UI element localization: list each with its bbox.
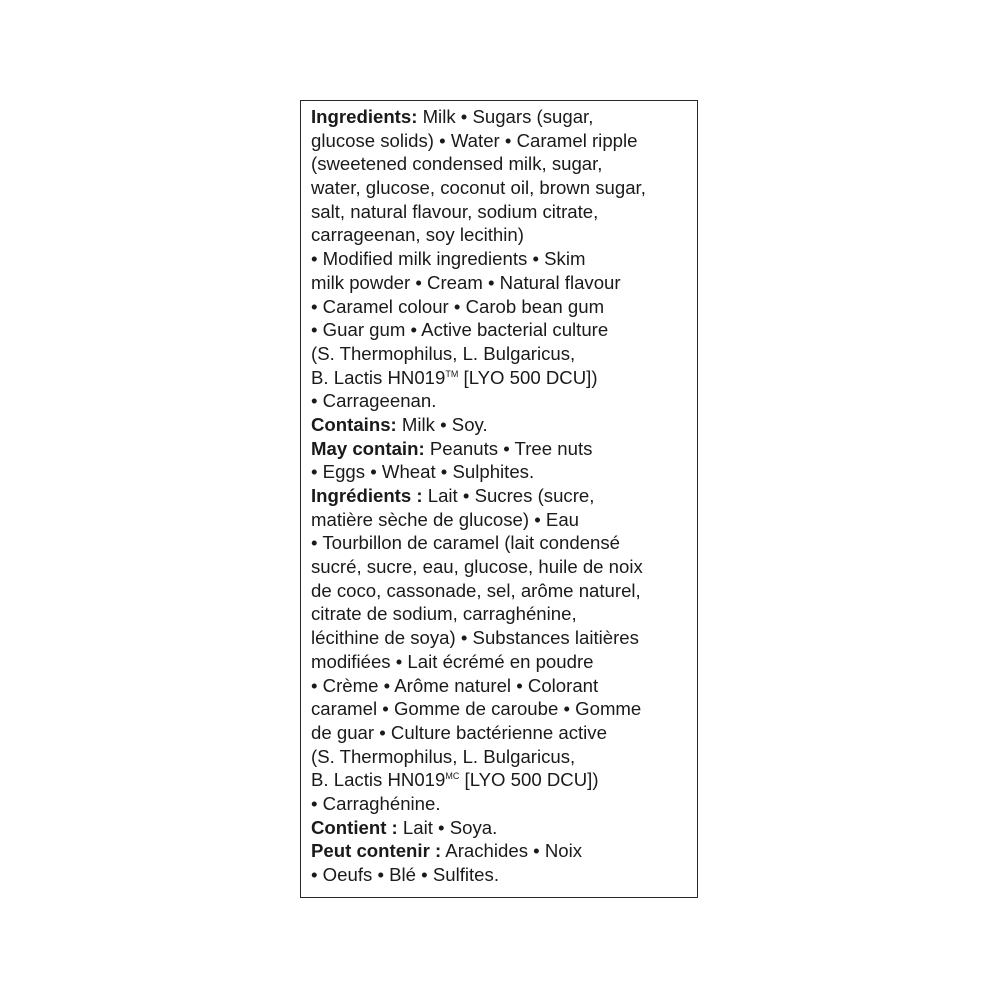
en-culture-dose: [LYO 500 DCU]): [458, 366, 598, 388]
en-culture-name: B. Lactis HN019: [311, 366, 446, 388]
en-ingredients-line-5: salt, natural flavour, sodium citrate,: [311, 200, 599, 222]
fr-may-contain-line-1: [311, 839, 697, 863]
en-ingredients-line-6: carrageenan, soy lecithin): [311, 224, 524, 246]
fr-ingredients-line-11: de guar • Culture bactérienne active: [311, 721, 607, 743]
fr-contains-heading: Contient :: [311, 816, 398, 838]
fr-may-contain-heading: Peut contenir :: [311, 840, 442, 862]
en-ingredients-line-1: [311, 105, 697, 129]
fr-ingredients-line-12: (S. Thermophilus, L. Bulgaricus,: [311, 745, 576, 767]
fr-ingredients-line-9: • Crème • Arôme naturel • Colorant: [311, 674, 599, 696]
en-may-contain-line-1: [311, 437, 697, 461]
en-ingredients-line-4: water, glucose, coconut oil, brown sugar,: [311, 177, 646, 199]
fr-ingredients-line-14: • Carraghénine.: [311, 792, 441, 814]
en-ingredients-line-12: [311, 366, 697, 390]
fr-contains-text: Lait • Soya.: [397, 816, 498, 838]
en-ingredients-line-7: • Modified milk ingredients • Skim: [311, 248, 586, 270]
fr-may-contain-text: Arachides • Noix: [441, 840, 583, 862]
fr-ingredients-line-3: • Tourbillon de caramel (lait condensé: [311, 532, 621, 554]
fr-culture-name: B. Lactis HN019: [311, 769, 446, 791]
fr-ingredients-line-13: [311, 768, 697, 792]
fr-ingredients-line-8: modifiées • Lait écrémé en poudre: [311, 650, 594, 672]
fr-ingredients-line-6: citrate de sodium, carraghénine,: [311, 603, 577, 625]
fr-may-contain-line-2: • Oeufs • Blé • Sulfites.: [311, 864, 499, 885]
en-ingredients-line-8: milk powder • Cream • Natural flavour: [311, 271, 621, 293]
fr-ingredients-line-5: de coco, cassonade, sel, arôme naturel,: [311, 579, 641, 601]
fr-ingredients-line-4: sucré, sucre, eau, glucose, huile de noix: [311, 556, 643, 578]
ingredients-label: [300, 100, 698, 898]
fr-ingredients-heading: Ingrédients :: [311, 485, 423, 506]
marque-de-commerce-mark: MC: [445, 771, 460, 782]
en-ingredients-line-3: (sweetened condensed milk, sugar,: [311, 153, 603, 175]
fr-contains-line: [311, 816, 697, 840]
en-ingredients-text: Milk • Sugars (sugar,: [417, 106, 594, 127]
fr-ingredients-line-7: lécithine de soya) • Substances laitières: [311, 627, 639, 649]
fr-ingredients-line-10: caramel • Gomme de caroube • Gomme: [311, 698, 642, 720]
en-ingredients-line-11: (S. Thermophilus, L. Bulgaricus,: [311, 342, 576, 364]
en-contains-heading: Contains:: [311, 413, 397, 435]
en-may-contain-line-2: • Eggs • Wheat • Sulphites.: [311, 461, 535, 483]
en-ingredients-line-2: glucose solids) • Water • Caramel ripple: [311, 129, 638, 151]
en-contains-text: Milk • Soy.: [396, 413, 488, 435]
fr-ingredients-line-1: [311, 484, 697, 508]
fr-culture-dose: [LYO 500 DCU]): [459, 769, 599, 791]
trademark-mark: TM: [445, 368, 459, 379]
en-ingredients-line-10: • Guar gum • Active bacterial culture: [311, 319, 609, 341]
en-may-contain-heading: May contain:: [311, 437, 425, 459]
en-ingredients-line-9: • Caramel colour • Carob bean gum: [311, 295, 605, 317]
en-ingredients-heading: Ingredients:: [311, 106, 418, 127]
en-contains-line: [311, 413, 697, 437]
en-ingredients-line-13: • Carrageenan.: [311, 390, 437, 412]
en-may-contain-text: Peanuts • Tree nuts: [424, 437, 593, 459]
fr-ingredients-line-2: matière sèche de glucose) • Eau: [311, 508, 580, 530]
fr-ingredients-text: Lait • Sucres (sucre,: [422, 485, 595, 506]
